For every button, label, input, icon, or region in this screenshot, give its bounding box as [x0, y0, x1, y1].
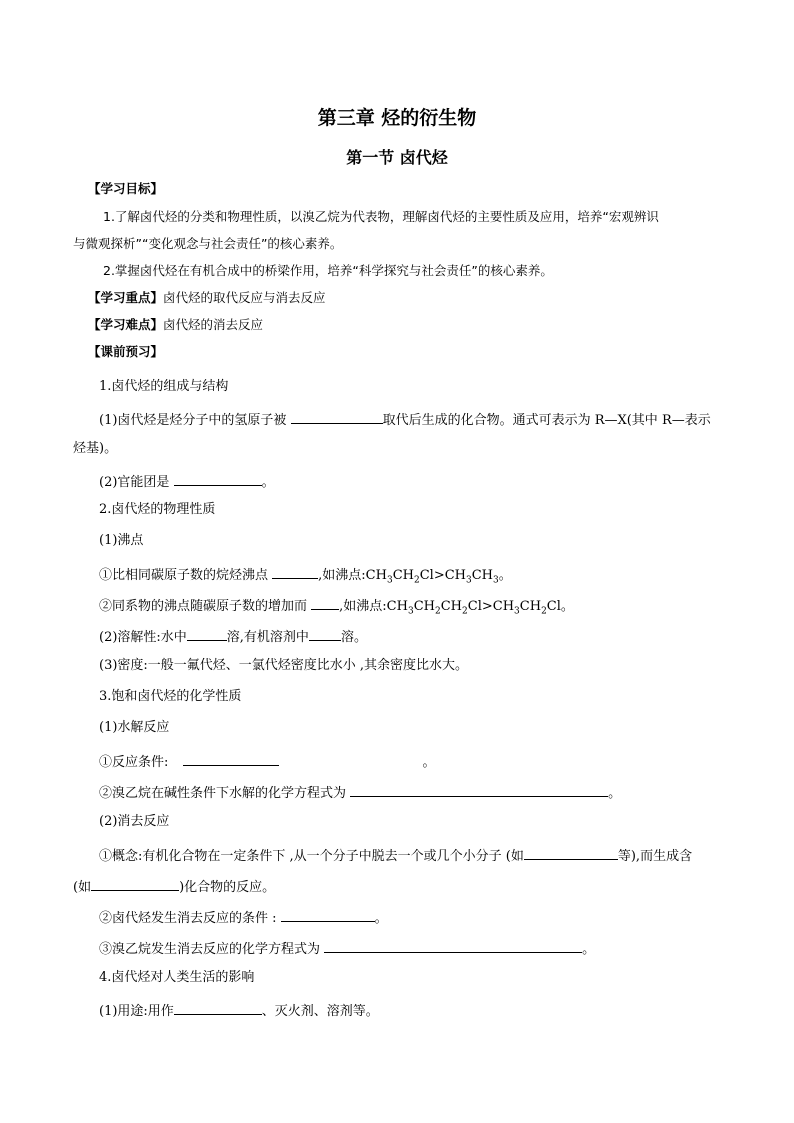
- s3-q1-ii-text-b: 。: [608, 786, 622, 801]
- difficult-point-label: 【学习难点】: [88, 317, 164, 332]
- section-3-q2-i-cont: [73, 877, 275, 896]
- s4-q1-text-b: 、灭火剂、溶剂等。: [261, 1004, 379, 1019]
- s3-q2-i-text-d: )化合物的反应。: [179, 880, 276, 895]
- subscript: 2: [541, 606, 547, 617]
- s2-q1-ii-text-e: Cl>CH: [467, 599, 515, 614]
- s2-q1-ii-text-b: ,如沸点:CH: [339, 599, 408, 614]
- section-2-q1-i: [99, 565, 512, 584]
- s2-q1-i-text-c: CH: [392, 568, 414, 583]
- s2-q2-text-b: 溶,有机溶剂中: [226, 630, 309, 645]
- section-3-q2-ii: [99, 908, 388, 927]
- section-3-q1: (1)水解反应: [99, 720, 170, 735]
- answer-blank[interactable]: [311, 596, 339, 610]
- answer-blank[interactable]: [281, 908, 375, 922]
- s2-q2-text-c: 溶。: [340, 630, 367, 645]
- answer-blank[interactable]: [174, 472, 262, 486]
- s2-q1-i-text-a: ①比相同碳原子数的烷烃沸点: [99, 568, 269, 583]
- s1-q1-text-a: (1)卤代烃是烃分子中的氢原子被: [99, 413, 287, 428]
- s2-q1-i-text-f: 。: [498, 568, 512, 583]
- preview-heading: 【课前预习】: [88, 344, 164, 359]
- section-3-q1-i: [99, 752, 436, 771]
- answer-blank[interactable]: [309, 627, 341, 641]
- section-title: 第一节 卤代烃: [346, 148, 448, 167]
- section-3-title: 3.饱和卤代烃的化学性质: [99, 689, 242, 704]
- section-2-q3: (3)密度:一般一氟代烃、一氯代烃密度比水小 ,其余密度比水大。: [99, 658, 469, 673]
- section-2-title: 2.卤代烃的物理性质: [99, 502, 216, 517]
- answer-blank[interactable]: [324, 939, 582, 953]
- s4-q1-text-a: (1)用途:用作: [99, 1004, 174, 1019]
- subscript: 3: [514, 606, 520, 617]
- s3-q1-i-text-a: ①反应条件:: [99, 755, 169, 770]
- s2-q1-ii-text-c: CH: [413, 599, 435, 614]
- s1-q1-text-b: 取代后生成的化合物。通式可表示为 R—X(其中 R—表示: [382, 413, 711, 428]
- section-3-q2-i: [99, 846, 692, 865]
- s1-q2-text-b: 。: [261, 475, 275, 490]
- s2-q1-ii-text-g: Cl。: [546, 599, 574, 614]
- subscript: 3: [386, 575, 393, 586]
- s3-q2-ii-text-b: 。: [374, 911, 388, 926]
- answer-blank[interactable]: [272, 565, 318, 579]
- s3-q1-ii-text-a: ②溴乙烷在碱性条件下水解的化学方程式为: [99, 786, 347, 801]
- s3-q2-i-text-b: 等),而生成含: [617, 849, 693, 864]
- answer-blank[interactable]: [91, 877, 179, 891]
- section-3-q1-ii: [99, 783, 621, 802]
- subscript: 3: [493, 575, 499, 586]
- s2-q1-ii-text-a: ②同系物的沸点随碳原子数的增加而: [99, 599, 308, 614]
- goal-item-2: 2.掌握卤代烃在有机合成中的桥梁作用，培养“科学探究与社会责任”的核心素养。: [103, 263, 553, 278]
- section-2-q2: [99, 627, 367, 646]
- answer-blank[interactable]: [183, 752, 279, 766]
- s3-q2-i-text-c: (如: [73, 880, 92, 895]
- s3-q2-i-text-a: ①概念:有机化合物在一定条件下 ,从一个分子中脱去一个或几个小分子 (如: [99, 849, 524, 864]
- goal-item-1-line-1: 1.了解卤代烃的分类和物理性质，以溴乙烷为代表物，理解卤代烃的主要性质及应用，培养“宏观辨识: [103, 209, 659, 224]
- section-3-q2-iii: [99, 939, 595, 958]
- goals-heading: 【学习目标】: [88, 181, 164, 196]
- subscript: 3: [466, 575, 472, 586]
- s3-q2-iii-text-a: ③溴乙烷发生消去反应的化学方程式为: [99, 942, 321, 957]
- section-1-q2: [99, 472, 275, 491]
- answer-blank[interactable]: [350, 783, 608, 797]
- s3-q2-ii-text-a: ②卤代烃发生消去反应的条件 :: [99, 911, 277, 926]
- section-4-title: 4.卤代烃对人类生活的影响: [99, 970, 255, 985]
- answer-blank[interactable]: [187, 627, 227, 641]
- subscript: 2: [413, 575, 420, 586]
- goal-item-1-line-2: 与微观探析”“变化观念与社会责任”的核心素养。: [73, 236, 343, 251]
- section-1-q1: [99, 410, 711, 429]
- s3-q1-i-text-b: 。: [422, 755, 436, 770]
- key-point-text: 卤代烃的取代反应与消去反应: [163, 290, 326, 305]
- subscript: 3: [407, 606, 414, 617]
- answer-blank[interactable]: [291, 410, 383, 424]
- subscript: 2: [434, 606, 441, 617]
- section-2-q1-ii: [99, 596, 574, 615]
- section-2-q1: (1)沸点: [99, 533, 144, 548]
- section-1-q1-cont: 烃基)。: [73, 441, 118, 456]
- s2-q1-ii-text-d: CH: [440, 599, 463, 614]
- difficult-point: [88, 317, 263, 333]
- answer-blank[interactable]: [174, 1001, 262, 1015]
- difficult-point-text: 卤代烃的消去反应: [163, 317, 264, 332]
- s3-q2-iii-text-b: 。: [582, 942, 596, 957]
- s2-q1-ii-text-f: CH: [519, 599, 542, 614]
- key-point: [88, 290, 326, 306]
- section-1-title: 1.卤代烃的组成与结构: [99, 379, 229, 394]
- subscript: 2: [462, 606, 468, 617]
- key-point-label: 【学习重点】: [88, 290, 164, 305]
- s2-q1-i-text-e: CH: [471, 568, 494, 583]
- answer-blank[interactable]: [524, 846, 618, 860]
- section-3-q2: (2)消去反应: [99, 814, 170, 829]
- section-4-q1: [99, 1001, 379, 1020]
- s1-q2-text-a: (2)官能团是: [99, 475, 170, 490]
- s2-q1-i-text-b: ,如沸点:CH: [318, 568, 387, 583]
- chapter-title: 第三章 烃的衍生物: [317, 107, 477, 129]
- s2-q1-i-text-d: Cl>CH: [419, 568, 466, 583]
- s2-q2-text-a: (2)溶解性:水中: [99, 630, 187, 645]
